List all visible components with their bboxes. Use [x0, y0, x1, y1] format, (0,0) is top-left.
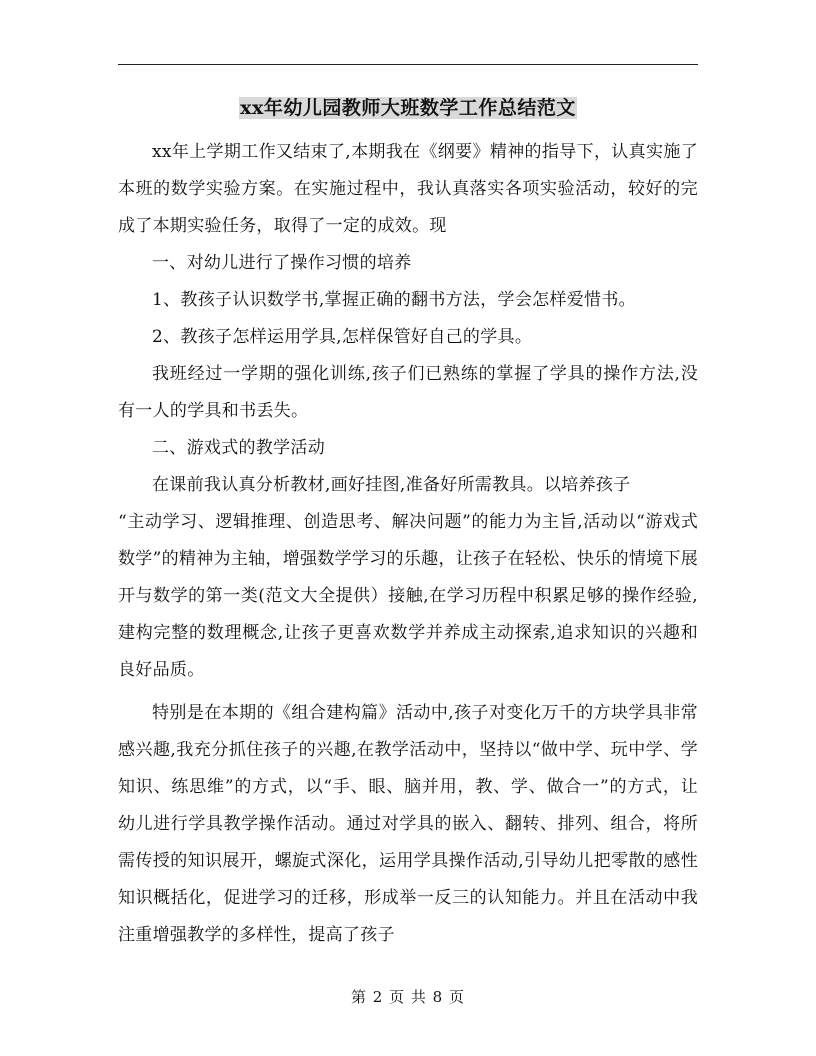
list-item-2: 2、教孩子怎样运用学具,怎样保管好自己的学具。 — [152, 327, 533, 347]
paragraph-construction: 特别是在本期的《组合建构篇》活动中,孩子对变化万千的方块学具非常感兴趣,我充分抓住孩子的兴趣,在教学活动中，坚持以“做中学、玩中学、学知识、练思维”的方式，以“手、眼、脑并用，教、学、做合一”的方式，让幼儿进行学具教学操作活动。通过对学具的嵌入、翻转、排列、组合，将所需传授的知识展开，螺旋式深化，运用学具操作活动,引导幼儿把零散的感性知识概括化，促进学习的迁移，形成举一反三的认知能力。并且在活动中我注重增强教学的多样性，提高了孩子 — [118, 703, 698, 945]
paragraph-goals: “主动学习、逻辑推理、创造思考、解决问题”的能力为主旨,活动以“游戏式数学”的精神为主轴，增强数学学习的乐趣，让孩子在轻松、快乐的情境下展开与数学的第一类(范文大全提供）接触,在学习历程中积累足够的操作经验,建构完整的数理概念,让孩子更喜欢数学并养成主动探索,追求知识的兴趣和良好品质。 — [118, 512, 698, 680]
page-number: 第 2 页 共 8 页 — [351, 988, 465, 1006]
document-title-text: xx年幼儿园教师大班数学工作总结范文 — [240, 97, 576, 119]
list-item-1: 1、教孩子认识数学书,掌握正确的翻书方法，学会怎样爱惜书。 — [152, 290, 636, 310]
header-rule — [118, 64, 698, 65]
section-heading-1: 一、对幼儿进行了操作习惯的培养 — [152, 253, 412, 273]
section-heading-2: 二、游戏式的教学活动 — [152, 438, 325, 458]
paragraph-preparation: 在课前我认真分析教材,画好挂图,准备好所需教具。以培养孩子 — [152, 475, 631, 495]
paragraph-training: 我班经过一学期的强化训练,孩子们已熟练的掌握了学具的操作方法,没有一人的学具和书丢失。 — [118, 364, 698, 421]
document-body — [118, 134, 698, 954]
paragraph-intro: xx年上学期工作又结束了,本期我在《纲要》精神的指导下，认真实施了本班的数学实验方案。在实施过程中，我认真落实各项实验活动，较好的完成了本期实验任务，取得了一定的成效。现 — [118, 142, 698, 236]
document-title — [0, 93, 816, 120]
